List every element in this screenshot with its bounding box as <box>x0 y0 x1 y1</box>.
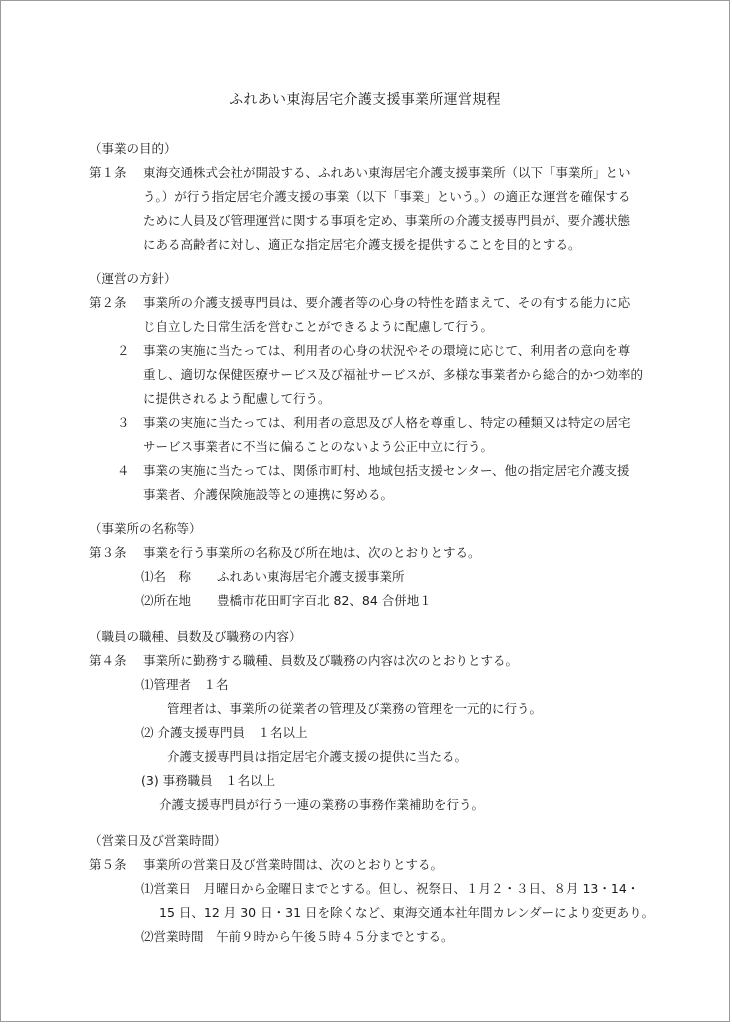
item-label: ⑴名 称 <box>141 569 192 584</box>
article-5-line-1: 事業所の営業日及び営業時間は、次のとおりとする。 <box>143 857 444 872</box>
article-4-item-2: ⑵ 介護支援専門員 １名以上 <box>141 725 308 740</box>
article-5-item-1-line-1: ⑴営業日 月曜日から金曜日までとする。但し、祝祭日、１月２・３日、８月 13・14・ <box>141 881 640 896</box>
article-4-line-1: 事業所に勤務する職種、員数及び職務の内容は次のとおりとする。 <box>143 653 519 668</box>
article-2-p2-line-1: 事業の実施に当たっては、利用者の心身の状況やその環境に応じて、利用者の意向を尊 <box>143 343 631 358</box>
article-5-item-1-line-2: 15 日、12 月 30 日・31 日を除くなど、東海交通本社年間カレンダーにより変更あり。 <box>159 905 655 920</box>
article-number-4: 第４条 <box>89 653 127 668</box>
article-4-item-1-desc: 管理者は、事業所の従業者の管理及び業務の管理を一元的に行う。 <box>167 701 543 716</box>
article-4-item-3: (3) 事務職員 １名以上 <box>141 773 276 788</box>
section-heading-business-hours: （営業日及び営業時間） <box>89 833 227 848</box>
article-1-line-3: ために人員及び管理運営に関する事項を定め、事業所の介護支援専門員が、要介護状態 <box>143 213 631 228</box>
section-heading-staff: （職員の職種、員数及び職務の内容） <box>89 629 302 644</box>
item-value: 豊橋市花田町字百北 82、84 合併地１ <box>217 593 432 608</box>
article-2-p4-line-1: 事業の実施に当たっては、関係市町村、地域包括支援センター、他の指定居宅介護支援 <box>143 463 630 478</box>
section-heading-name: （事業所の名称等） <box>89 521 202 536</box>
article-4-item-1: ⑴管理者 １名 <box>141 677 229 692</box>
article-2-p2-line-2: 重し、適切な保健医療サービス及び福祉サービスが、多様な事業者から総合的かつ効率的 <box>143 367 644 382</box>
article-2-p3-line-1: 事業の実施に当たっては、利用者の意思及び人格を尊重し、特定の種類又は特定の居宅 <box>143 415 631 430</box>
article-2-p2-line-3: に提供されるよう配慮して行う。 <box>143 391 331 406</box>
article-2-line-2: じ自立した日常生活を営むことができるように配慮して行う。 <box>143 319 494 334</box>
article-4-item-3-desc: 介護支援専門員が行う一連の業務の事務作業補助を行う。 <box>159 797 485 812</box>
article-1-line-2: う。）が行う指定居宅介護支援の事業（以下「事業」という。）の適正な運営を確保する <box>143 189 631 204</box>
item-label: ⑵所在地 <box>141 593 192 608</box>
article-4-item-2-desc: 介護支援専門員は指定居宅介護支援の提供に当たる。 <box>167 749 468 764</box>
article-3-item-1 <box>141 567 405 585</box>
paragraph-number-4: ４ <box>117 463 130 478</box>
section-heading-purpose: （事業の目的） <box>89 141 177 156</box>
article-2-p4-line-2: 事業者、介護保険施設等との連携に努める。 <box>143 487 394 502</box>
paragraph-number-2: ２ <box>117 343 130 358</box>
article-number-1: 第１条 <box>89 165 127 180</box>
paragraph-number-3: ３ <box>117 415 130 430</box>
article-2-line-1: 事業所の介護支援専門員は、要介護者等の心身の特性を踏まえて、その有する能力に応 <box>143 295 631 310</box>
section-heading-policy: （運営の方針） <box>89 271 177 286</box>
article-5-item-2: ⑵営業時間 午前９時から午後５時４５分までとする。 <box>141 929 454 944</box>
article-1-line-4: にある高齢者に対し、適正な指定居宅介護支援を提供することを目的とする。 <box>143 237 581 252</box>
article-number-5: 第５条 <box>89 857 127 872</box>
article-number-2: 第２条 <box>89 295 127 310</box>
article-3-line-1: 事業を行う事業所の名称及び所在地は、次のとおりとする。 <box>143 545 481 560</box>
article-number-3: 第３条 <box>89 545 127 560</box>
article-1-line-1: 東海交通株式会社が開設する、ふれあい東海居宅介護支援事業所（以下「事業所」とい <box>143 165 631 180</box>
document-title: ふれあい東海居宅介護支援事業所運営規程 <box>229 92 501 108</box>
article-2-p3-line-2: サービス事業者に不当に偏ることのないよう公正中立に行う。 <box>143 439 494 454</box>
article-3-item-2 <box>141 591 432 609</box>
item-value: ふれあい東海居宅介護支援事業所 <box>217 569 405 584</box>
